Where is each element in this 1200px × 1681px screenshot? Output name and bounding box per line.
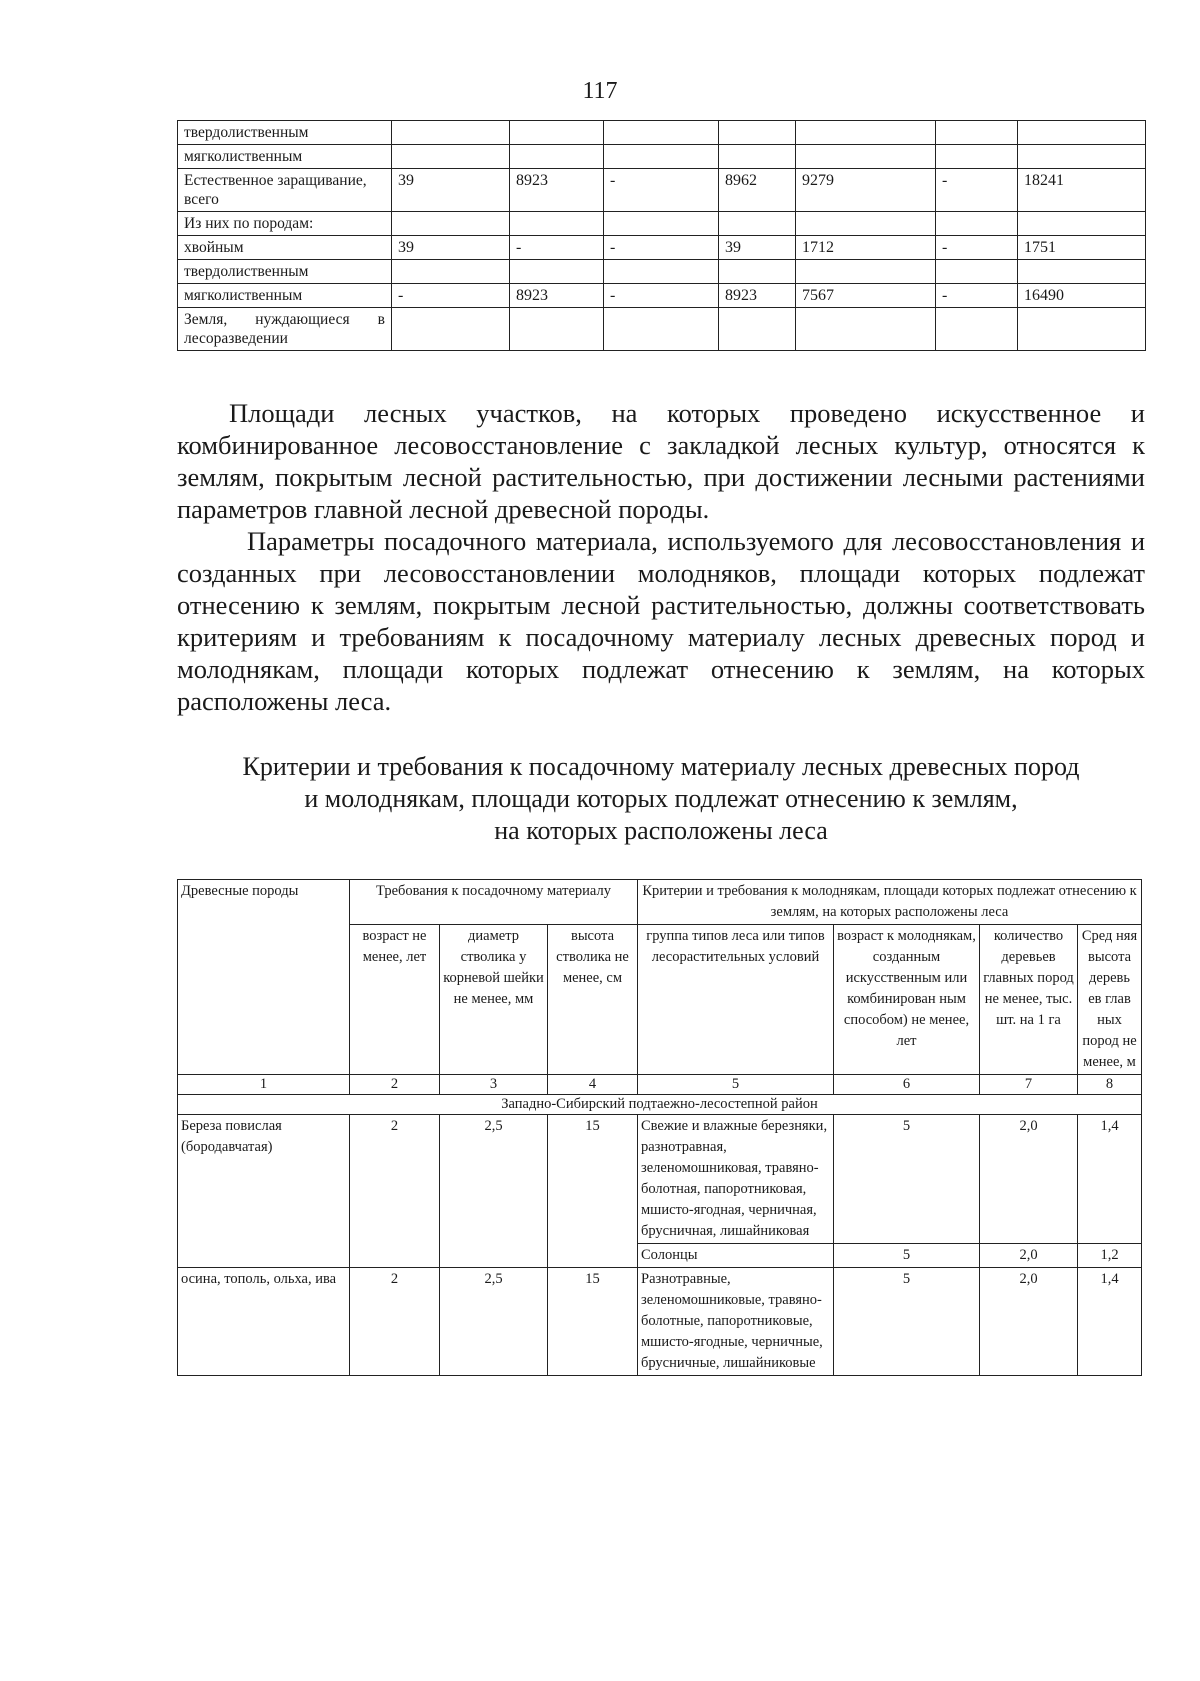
column-number: 5 xyxy=(638,1075,834,1095)
age-cell: 2 xyxy=(350,1268,440,1376)
row-label: твердолиственным xyxy=(178,260,392,284)
header-tree-count: количество деревьев главных пород не менее, тыс. шт. на 1 га xyxy=(980,925,1078,1075)
column-number-row xyxy=(178,1075,1142,1095)
heading-line: и молоднякам, площади которых подлежат отнесению к землям, xyxy=(304,784,1018,813)
table-cell: 1712 xyxy=(796,236,936,260)
criteria-table xyxy=(177,879,1142,1376)
table-cell: - xyxy=(604,169,719,212)
young-age-cell: 5 xyxy=(834,1115,980,1244)
table-row xyxy=(178,212,1146,236)
table-cell: 8923 xyxy=(510,284,604,308)
table-cell: 39 xyxy=(392,236,510,260)
row-label: Из них по породам: xyxy=(178,212,392,236)
young-age-cell: 5 xyxy=(834,1244,980,1268)
forest-type-cell: Свежие и влажные березняки, разнотравная, зеленомошниковая, травяно-болотная, папоротниковая, мшисто-ягодная, черничная, брусничная, лишайниковая xyxy=(638,1115,834,1244)
diameter-cell: 2,5 xyxy=(440,1268,548,1376)
heading-line: на которых расположены леса xyxy=(494,816,828,845)
table-cell: 9279 xyxy=(796,169,936,212)
region-row xyxy=(178,1095,1142,1115)
header-avg-height: Сред няя высота деревь ев глав ных пород не менее, м xyxy=(1078,925,1142,1075)
page-number: 117 xyxy=(582,78,618,104)
tree-count-cell: 2,0 xyxy=(980,1244,1078,1268)
forest-type-cell: Разнотравные, зеленомошниковые, травяно-болотные, папоротниковые, мшисто-ягодные, черничные, брусничные, лишайниковые xyxy=(638,1268,834,1376)
header-age: возраст не менее, лет xyxy=(350,925,440,1075)
paragraph-planting-parameters: Параметры посадочного материала, используемого для лесовосстановления и созданных при лесовосстановлении молодняков, площади которых подлежат отнесению к землям, покрытым лесной растительностью, должны соответствовать критериям и требованиям к посадочному материалу лесных древесных пород и молоднякам, площади которых подлежат отнесению к землям, на которых расположены леса. xyxy=(177,526,1145,716)
column-number: 8 xyxy=(1078,1075,1142,1095)
table-row xyxy=(178,169,1146,212)
reforestation-table xyxy=(177,120,1146,351)
tree-count-cell: 2,0 xyxy=(980,1268,1078,1376)
age-cell: 2 xyxy=(350,1115,440,1268)
header-young-age: возраст к молоднякам, созданным искусственным или комбинирован ным способом) не менее, лет xyxy=(834,925,980,1075)
table-cell: - xyxy=(936,169,1018,212)
height-cell: 15 xyxy=(548,1268,638,1376)
table-cell: 8923 xyxy=(510,169,604,212)
table-cell: 8923 xyxy=(719,284,796,308)
header-row xyxy=(178,880,1142,925)
avg-height-cell: 1,2 xyxy=(1078,1244,1142,1268)
header-young-stands: Критерии и требования к молоднякам, площади которых подлежат отнесению к землям, на которых расположены леса xyxy=(638,880,1142,925)
column-number: 1 xyxy=(178,1075,350,1095)
row-label: мягколиственным xyxy=(178,145,392,169)
table-cell: - xyxy=(510,236,604,260)
row-label: Земля, нуждающиеся в лесоразведении xyxy=(178,308,392,351)
column-number: 3 xyxy=(440,1075,548,1095)
section-heading xyxy=(177,751,1145,847)
table-row xyxy=(178,260,1146,284)
table-cell: 1751 xyxy=(1018,236,1146,260)
heading-line: Критерии и требования к посадочному материалу лесных древесных пород xyxy=(242,752,1080,781)
table-cell: 16490 xyxy=(1018,284,1146,308)
table-cell: 8962 xyxy=(719,169,796,212)
diameter-cell: 2,5 xyxy=(440,1115,548,1268)
table-cell: 18241 xyxy=(1018,169,1146,212)
table-cell: 7567 xyxy=(796,284,936,308)
header-forest-type: группа типов леса или типов лесорастительных условий xyxy=(638,925,834,1075)
table-row xyxy=(178,1268,1142,1376)
header-planting-material: Требования к посадочному материалу xyxy=(350,880,638,925)
species-cell: Береза повислая (бородавчатая) xyxy=(178,1115,350,1268)
forest-type-cell: Солонцы xyxy=(638,1244,834,1268)
column-number: 7 xyxy=(980,1075,1078,1095)
row-label: хвойным xyxy=(178,236,392,260)
column-number: 2 xyxy=(350,1075,440,1095)
table-row xyxy=(178,284,1146,308)
row-label: твердолиственным xyxy=(178,121,392,145)
table-cell: 39 xyxy=(719,236,796,260)
column-number: 6 xyxy=(834,1075,980,1095)
avg-height-cell: 1,4 xyxy=(1078,1115,1142,1244)
table-cell: - xyxy=(936,284,1018,308)
table-row xyxy=(178,145,1146,169)
header-species: Древесные породы xyxy=(178,880,350,1075)
row-label: Естественное заращивание, всего xyxy=(178,169,392,212)
table-row xyxy=(178,236,1146,260)
header-height: высота стволика не менее, см xyxy=(548,925,638,1075)
height-cell: 15 xyxy=(548,1115,638,1268)
table-row xyxy=(178,1115,1142,1244)
table-row xyxy=(178,308,1146,351)
avg-height-cell: 1,4 xyxy=(1078,1268,1142,1376)
species-cell: осина, тополь, ольха, ива xyxy=(178,1268,350,1376)
table-row xyxy=(178,121,1146,145)
header-diameter: диаметр стволика у корневой шейки не менее, мм xyxy=(440,925,548,1075)
paragraph-artificial-reforestation: Площади лесных участков, на которых проведено искусственное и комбинированное лесовосстановление с закладкой лесных культур, относятся к землям, покрытым лесной растительностью, при достижении лесными растениями параметров главной лесной древесной породы. xyxy=(177,398,1145,524)
table-cell: 39 xyxy=(392,169,510,212)
column-number: 4 xyxy=(548,1075,638,1095)
table-cell: - xyxy=(604,236,719,260)
young-age-cell: 5 xyxy=(834,1268,980,1376)
row-label: мягколиственным xyxy=(178,284,392,308)
tree-count-cell: 2,0 xyxy=(980,1115,1078,1244)
table-cell: - xyxy=(936,236,1018,260)
region-title: Западно-Сибирский подтаежно-лесостепной район xyxy=(178,1095,1142,1115)
table-cell: - xyxy=(392,284,510,308)
table-cell: - xyxy=(604,284,719,308)
